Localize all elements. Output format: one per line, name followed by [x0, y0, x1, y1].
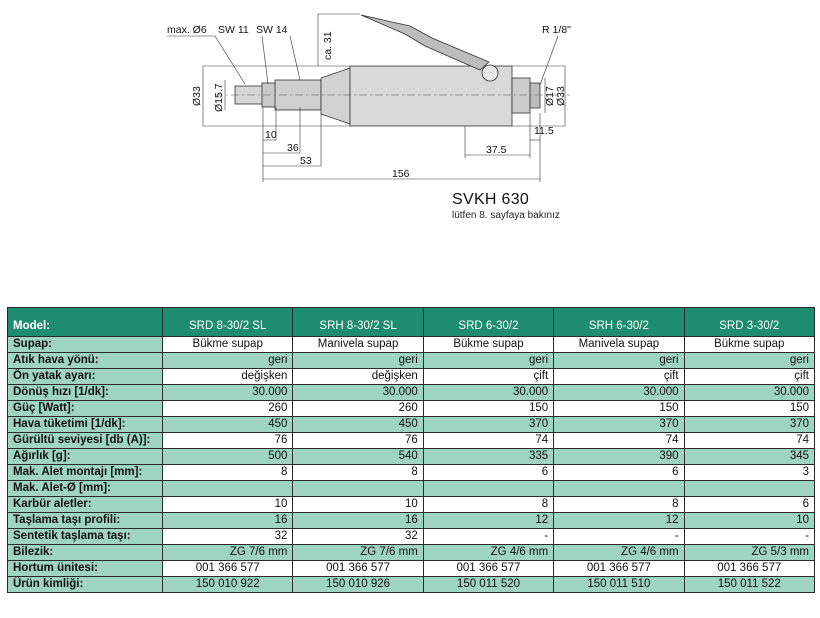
table-row	[8, 529, 815, 545]
lever-pivot	[482, 65, 498, 81]
header-model: SRD 6-30/2	[423, 308, 553, 337]
table-cell: 6	[554, 465, 684, 481]
table-row	[8, 545, 815, 561]
label-dim115: 11.5	[534, 125, 554, 137]
table-row	[8, 513, 815, 529]
table-cell: 150 010 922	[163, 577, 293, 593]
table-cell: 12	[554, 513, 684, 529]
table-cell: 30.000	[293, 385, 423, 401]
table-cell: 74	[423, 433, 553, 449]
row-label: Bilezik:	[8, 545, 163, 561]
table-cell: 001 366 577	[293, 561, 423, 577]
row-label: Ön yatak ayarı:	[8, 369, 163, 385]
front-taper	[321, 68, 350, 124]
table-cell: 74	[554, 433, 684, 449]
table-header-row	[8, 308, 815, 337]
table-row	[8, 561, 815, 577]
row-label: Mak. Alet-Ø [mm]:	[8, 481, 163, 497]
table-cell: 6	[423, 465, 553, 481]
header-model: SRD 8-30/2 SL	[163, 308, 293, 337]
table-cell: 8	[423, 497, 553, 513]
row-label: Mak. Alet montajı [mm]:	[8, 465, 163, 481]
rear-cap	[530, 83, 540, 108]
row-label: Karbür aletler:	[8, 497, 163, 513]
table-cell: çift	[423, 369, 553, 385]
label-r18: R 1/8"	[542, 24, 571, 36]
table-cell: -	[554, 529, 684, 545]
table-cell: 370	[684, 417, 814, 433]
row-label: Supap:	[8, 337, 163, 353]
table-row	[8, 449, 815, 465]
table-row	[8, 353, 815, 369]
row-label: Sentetik taşlama taşı:	[8, 529, 163, 545]
table-row	[8, 497, 815, 513]
row-label: Dönüş hızı [1/dk]:	[8, 385, 163, 401]
table-cell: 10	[163, 497, 293, 513]
product-note: lütfen 8. sayfaya bakınız	[452, 210, 560, 221]
label-dim10: 10	[265, 129, 277, 141]
row-label: Hortum ünitesi:	[8, 561, 163, 577]
row-label: Gürültü seviyesi [db (A)]:	[8, 433, 163, 449]
table-cell: 260	[293, 401, 423, 417]
table-row	[8, 337, 815, 353]
table-cell: çift	[554, 369, 684, 385]
table-cell: 32	[293, 529, 423, 545]
table-cell: 3	[684, 465, 814, 481]
table-cell: -	[423, 529, 553, 545]
table-cell: geri	[163, 353, 293, 369]
table-cell: 540	[293, 449, 423, 465]
table-cell: geri	[293, 353, 423, 369]
table-cell: 32	[163, 529, 293, 545]
table-cell: 8	[163, 465, 293, 481]
table-cell: 74	[684, 433, 814, 449]
header-model: SRH 8-30/2 SL	[293, 308, 423, 337]
table-cell: 150 010 926	[293, 577, 423, 593]
row-label: Hava tüketimi [1/dk]:	[8, 417, 163, 433]
lever	[361, 15, 489, 70]
table-cell: 500	[163, 449, 293, 465]
table-row	[8, 465, 815, 481]
table-row	[8, 369, 815, 385]
table-row	[8, 577, 815, 593]
table-cell: -	[684, 529, 814, 545]
table-cell: ZG 7/6 mm	[163, 545, 293, 561]
table-cell: değişken	[163, 369, 293, 385]
table-cell: değişken	[293, 369, 423, 385]
table-cell	[684, 481, 814, 497]
label-dim53: 53	[300, 155, 312, 167]
table-cell: geri	[423, 353, 553, 369]
table-cell: Bükme supap	[423, 337, 553, 353]
row-label: Taşlama taşı profili:	[8, 513, 163, 529]
table-cell: ZG 4/6 mm	[554, 545, 684, 561]
table-cell	[163, 481, 293, 497]
product-title-block	[452, 191, 560, 221]
table-cell: 12	[423, 513, 553, 529]
table-row	[8, 385, 815, 401]
table-cell: Bükme supap	[163, 337, 293, 353]
table-cell: 30.000	[163, 385, 293, 401]
table-cell	[293, 481, 423, 497]
product-model: SVKH 630	[452, 191, 530, 208]
table-cell: 390	[554, 449, 684, 465]
row-label: Atık hava yönü:	[8, 353, 163, 369]
table-cell: 10	[684, 513, 814, 529]
table-cell: 16	[293, 513, 423, 529]
table-row	[8, 433, 815, 449]
table-cell: ZG 4/6 mm	[423, 545, 553, 561]
label-d33-right: Ø33	[555, 86, 567, 106]
table-cell: 345	[684, 449, 814, 465]
table-cell: 450	[163, 417, 293, 433]
table-cell: 10	[293, 497, 423, 513]
label-dim375: 37.5	[486, 144, 507, 156]
table-cell: Manivela supap	[293, 337, 423, 353]
table-cell: 16	[163, 513, 293, 529]
label-dim36: 36	[287, 142, 299, 154]
table-cell: 150	[423, 401, 553, 417]
table-cell: 001 366 577	[554, 561, 684, 577]
table-cell: ZG 7/6 mm	[293, 545, 423, 561]
table-cell: 76	[163, 433, 293, 449]
table-cell: 450	[293, 417, 423, 433]
table-cell: 150	[684, 401, 814, 417]
table-cell: 260	[163, 401, 293, 417]
table-cell: 370	[554, 417, 684, 433]
row-label: Ürün kimliği:	[8, 577, 163, 593]
header-label: Model:	[8, 308, 163, 337]
label-sw11: SW 11	[218, 24, 249, 36]
label-ca31: ca. 31	[322, 31, 334, 60]
table-cell: 150 011 510	[554, 577, 684, 593]
table-cell: 150 011 522	[684, 577, 814, 593]
table-cell: 370	[423, 417, 553, 433]
row-label: Güç [Watt]:	[8, 401, 163, 417]
table-cell: 8	[554, 497, 684, 513]
table-cell: 150 011 520	[423, 577, 553, 593]
technical-drawing	[0, 0, 820, 230]
table-cell: 30.000	[423, 385, 553, 401]
table-row	[8, 481, 815, 497]
table-cell: 150	[554, 401, 684, 417]
table-cell: Manivela supap	[554, 337, 684, 353]
table-cell: 30.000	[684, 385, 814, 401]
label-d17: Ø17	[544, 86, 556, 106]
table-cell: 76	[293, 433, 423, 449]
table-cell: geri	[554, 353, 684, 369]
table-cell: 001 366 577	[423, 561, 553, 577]
table-cell	[423, 481, 553, 497]
spec-table	[7, 307, 815, 593]
table-cell: ZG 5/3 mm	[684, 545, 814, 561]
table-cell: 335	[423, 449, 553, 465]
label-d33-left: Ø33	[191, 86, 203, 106]
label-dim156: 156	[392, 168, 410, 180]
table-cell: çift	[684, 369, 814, 385]
header-model: SRH 6-30/2	[554, 308, 684, 337]
table-cell: 8	[293, 465, 423, 481]
label-max-d6: max. Ø6	[167, 24, 207, 36]
table-cell: 6	[684, 497, 814, 513]
label-sw14: SW 14	[256, 24, 288, 36]
table-cell: geri	[684, 353, 814, 369]
table-cell: Bükme supap	[684, 337, 814, 353]
table-cell: 001 366 577	[684, 561, 814, 577]
table-cell: 001 366 577	[163, 561, 293, 577]
rear-connector	[512, 78, 530, 113]
table-row	[8, 417, 815, 433]
table-cell	[554, 481, 684, 497]
table-cell: 30.000	[554, 385, 684, 401]
row-label: Ağırlık [g]:	[8, 449, 163, 465]
table-row	[8, 401, 815, 417]
label-d157: Ø15.7	[213, 83, 225, 112]
header-model: SRD 3-30/2	[684, 308, 814, 337]
